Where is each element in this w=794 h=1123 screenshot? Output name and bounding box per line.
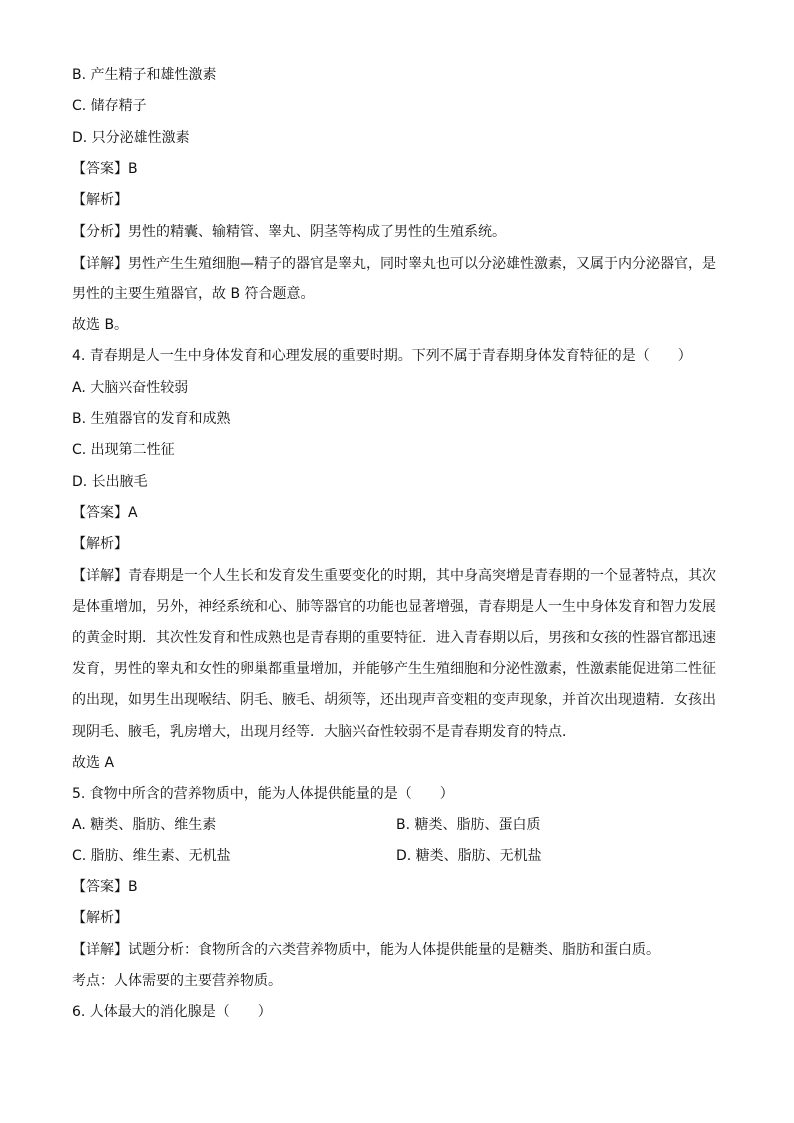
answer-label: 【答案】B	[72, 161, 138, 177]
analysis-label: 【解析】	[72, 910, 128, 926]
question-5: 5. 食物中所含的营养物质中，能为人体提供能量的是（ ）	[72, 786, 454, 802]
question-6: 6. 人体最大的消化腺是（ ）	[72, 1004, 272, 1020]
option-d: D. 长出腋毛	[72, 474, 148, 490]
option-c: C. 出现第二性征	[72, 442, 175, 458]
explanation-text: 的出现，如男生出现喉结、阴毛、腋毛、胡须等，还出现声音变粗的变声现象，并首次出现遗精．女孩出	[72, 692, 716, 708]
explanation-text: 【详解】试题分析：食物所含的六类营养物质中，能为人体提供能量的是糖类、脂肪和蛋白质。	[72, 942, 660, 958]
answer-label: 【答案】B	[72, 879, 138, 895]
analysis-label: 【解析】	[72, 536, 128, 552]
option-a: A. 糖类、脂肪、维生素	[72, 817, 217, 833]
analysis-text: 【分析】男性的精囊、输精管、睾丸、阴茎等构成了男性的生殖系统。	[72, 224, 506, 240]
conclusion-text: 故选 B。	[72, 317, 129, 333]
option-b: B. 生殖器官的发育和成熟	[72, 411, 231, 427]
question-4: 4. 青春期是人一生中身体发育和心理发展的重要时期。下列不属于青春期身体发育特征的是（ ）	[72, 348, 692, 364]
answer-label: 【答案】A	[72, 505, 138, 521]
option-c: C. 脂肪、维生素、无机盐	[72, 848, 231, 864]
option-c: C. 储存精子	[72, 98, 147, 114]
option-b: B. 产生精子和雄性激素	[72, 67, 217, 83]
explanation-text: 的黄金时期．其次性发育和性成熟也是青春期的重要特征．进入青春期以后，男孩和女孩的性器官都迅速	[72, 630, 716, 646]
explanation-text: 发育，男性的睾丸和女性的卵巢都重量增加，并能够产生生殖细胞和分泌性激素，性激素能促进第二性征	[72, 661, 716, 677]
explanation-text: 男性的主要生殖器官，故 B 符合题意。	[72, 286, 315, 302]
explanation-text: 【详解】男性产生生殖细胞—精子的器官是睾丸，同时睾丸也可以分泌雄性激素，又属于内分泌器官，是	[72, 256, 716, 272]
option-a: A. 大脑兴奋性较弱	[72, 380, 189, 396]
option-d: D. 糖类、脂肪、无机盐	[396, 848, 542, 864]
option-d: D. 只分泌雄性激素	[72, 130, 190, 146]
conclusion-text: 故选 A	[72, 755, 115, 771]
explanation-text: 【详解】青春期是一个人生长和发育发生重要变化的时期，其中身高突增是青春期的一个显著特点，其次	[72, 568, 716, 584]
explanation-text: 是体重增加，另外，神经系统和心、肺等器官的功能也显著增强，青春期是人一生中身体发育和智力发展	[72, 599, 716, 615]
option-b: B. 糖类、脂肪、蛋白质	[396, 817, 541, 833]
knowledge-point: 考点：人体需要的主要营养物质。	[72, 973, 282, 989]
explanation-text: 现阴毛、腋毛，乳房增大，出现月经等．大脑兴奋性较弱不是青春期发育的特点．	[72, 724, 576, 740]
analysis-label: 【解析】	[72, 192, 128, 208]
